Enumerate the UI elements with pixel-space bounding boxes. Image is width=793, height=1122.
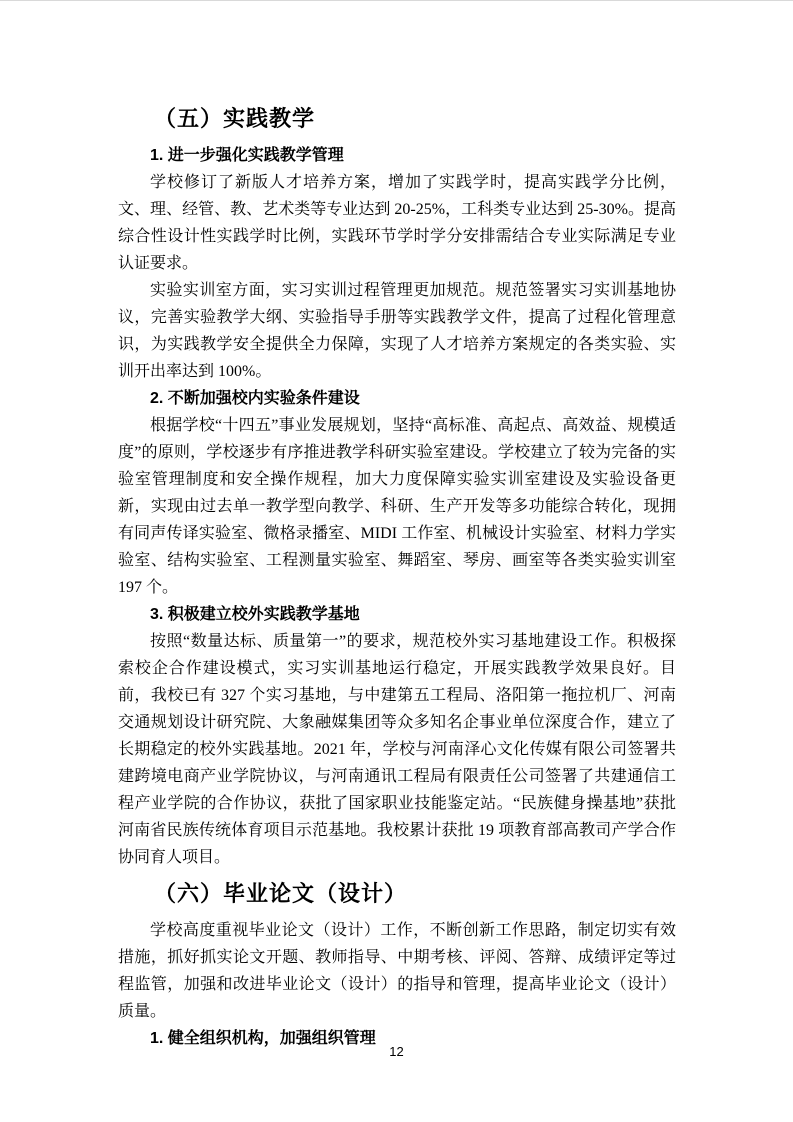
page-content — [118, 96, 676, 1052]
section-5-sub-3-paragraph-1: 按照“数量达标、质量第一”的要求，规范校外实习基地建设工作。积极探索校企合作建设模式，实习实训基地运行稳定，开展实践教学效果良好。目前，我校已有 327 个实习基地，与中建第五工程局、洛阳第一拖拉机厂、河南交通规划设计研究院、大象融媒集团等众多知名企事业单位深度合作，建立了长期稳定的校外实践基地。2021 年，学校与河南泽心文化传媒有限公司签署共建跨境电商产业学院协议，与河南通讯工程局有限责任公司签署了共建通信工程产业学院的合作协议，获批了国家职业技能鉴定站。“民族健身操基地”获批河南省民族传统体育项目示范基地。我校累计获批 19 项教育部高教司产学合作协同育人项目。 — [118, 633, 676, 866]
section-5-sub-2-paragraph-1: 根据学校“十四五”事业发展规划，坚持“高标准、高起点、高效益、规模适度”的原则，学校逐步有序推进教学科研实验室建设。学校建立了较为完备的实验室管理制度和安全操作规程，加大力度保障实验实训室建设及实验设备更新，实现由过去单一教学型向教学、科研、生产开发等多功能综合转化，现拥有同声传译实验室、微格录播室、MIDI 工作室、机械设计实验室、材料力学实验室、结构实验室、工程测量实验室、舞蹈室、琴房、画室等各类实验实训室 197 个。 — [118, 417, 676, 596]
section-6-sub-1-heading: 1. 健全组织机构，加强组织管理 — [150, 1030, 376, 1047]
section-5-sub-1-paragraph-2: 实验实训室方面，实习实训过程管理更加规范。规范签署实习实训基地协议，完善实验教学大纲、实验指导手册等实践教学文件，提高了过程化管理意识，为实践教学安全提供全力保障，实现了人才培养方案规定的各类实验、实训开出率达到 100%。 — [118, 282, 676, 380]
section-5-title: （五）实践教学 — [154, 106, 316, 131]
page-number: 12 — [389, 1044, 404, 1059]
section-5-sub-2-heading: 2. 不断加强校内实验条件建设 — [150, 390, 360, 407]
section-6-intro-paragraph: 学校高度重视毕业论文（设计）工作，不断创新工作思路，制定切实有效措施，抓好抓实论文开题、教师指导、中期考核、评阅、答辩、成绩评定等过程监管，加强和改进毕业论文（设计）的指导和管理，提高毕业论文（设计）质量。 — [118, 922, 676, 1020]
section-5-sub-1-heading: 1. 进一步强化实践教学管理 — [150, 147, 344, 164]
section-5-sub-3-heading: 3. 积极建立校外实践教学基地 — [150, 606, 360, 623]
section-6-title: （六）毕业论文（设计） — [154, 881, 408, 906]
page-footer — [0, 1043, 793, 1061]
section-5-sub-1-paragraph-1: 学校修订了新版人才培养方案，增加了实践学时，提高实践学分比例，文、理、经管、教、艺术类等专业达到 20-25%，工科类专业达到 25-30%。提高综合性设计性实践学时比例，实践环节学时学分安排需结合专业实际满足专业认证要求。 — [118, 174, 676, 272]
